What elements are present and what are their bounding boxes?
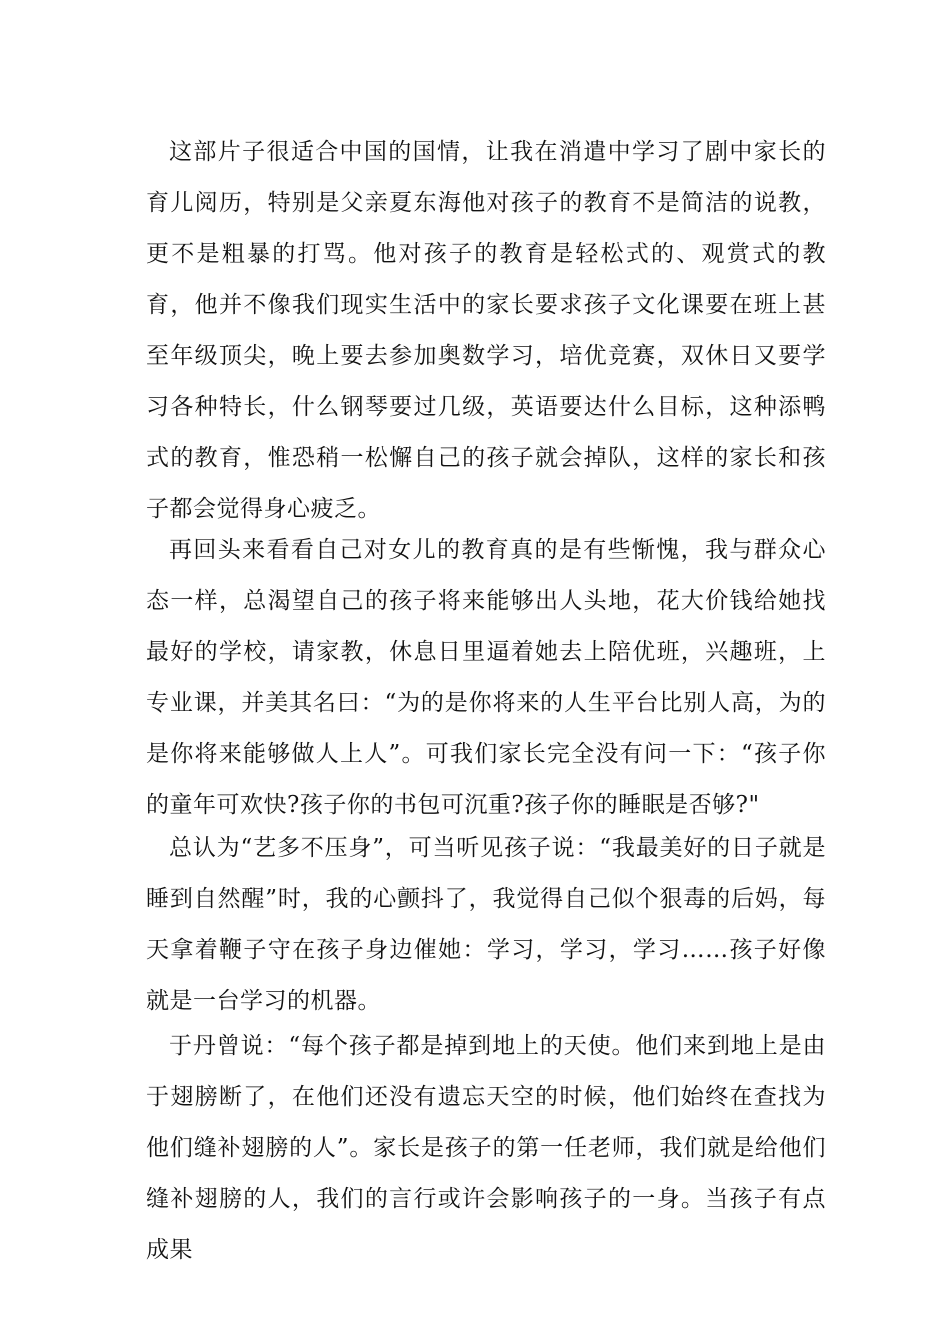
paragraph-4: 于丹曾说：“每个孩子都是掉到地上的天使。他们来到地上是由于翅膀断了，在他们还没有遗忘天空的时候，他们始终在查找为他们缝补翅膀的人”。家长是孩子的第一任老师，我们就是给他们缝补翅膀的人，我们的言行或许会影响孩子的一身。当孩子有点成果 (146, 1033, 826, 1263)
paragraph-1: 这部片子很适合中国的国情，让我在消遣中学习了剧中家长的育儿阅历，特别是父亲夏东海他对孩子的教育不是简洁的说教，更不是粗暴的打骂。他对孩子的教育是轻松式的、观赏式的教育，他并不像我们现实生活中的家长要求孩子文化课要在班上甚至年级顶尖，晚上要去参加奥数学习，培优竞赛，双休日又要学习各种特长，什么钢琴要过几级，英语要达什么目标，这种添鸭式的教育，惟恐稍一松懈自己的孩子就会掉队，这样的家长和孩子都会觉得身心疲乏。 (146, 139, 826, 522)
paragraph-2: 再回头来看看自己对女儿的教育真的是有些惭愧，我与群众心态一样，总渴望自己的孩子将来能够出人头地，花大价钱给她找最好的学校，请家教，休息日里逼着她去上陪优班，兴趣班，上专业课，并美其名曰：“为的是你将来的人生平台比别人高，为的是你将来能够做人上人”。可我们家长完全没有问一下：“孩子你的童年可欢快?孩子你的书包可沉重?孩子你的睡眠是否够?" (146, 537, 826, 818)
paragraph-3: 总认为“艺多不压身”，可当听见孩子说：“我最美好的日子就是睡到自然醒”时，我的心颤抖了，我觉得自己似个狠毒的后妈，每天拿着鞭子守在孩子身边催她：学习，学习，学习……孩子好像就是一台学习的机器。 (146, 835, 826, 1014)
